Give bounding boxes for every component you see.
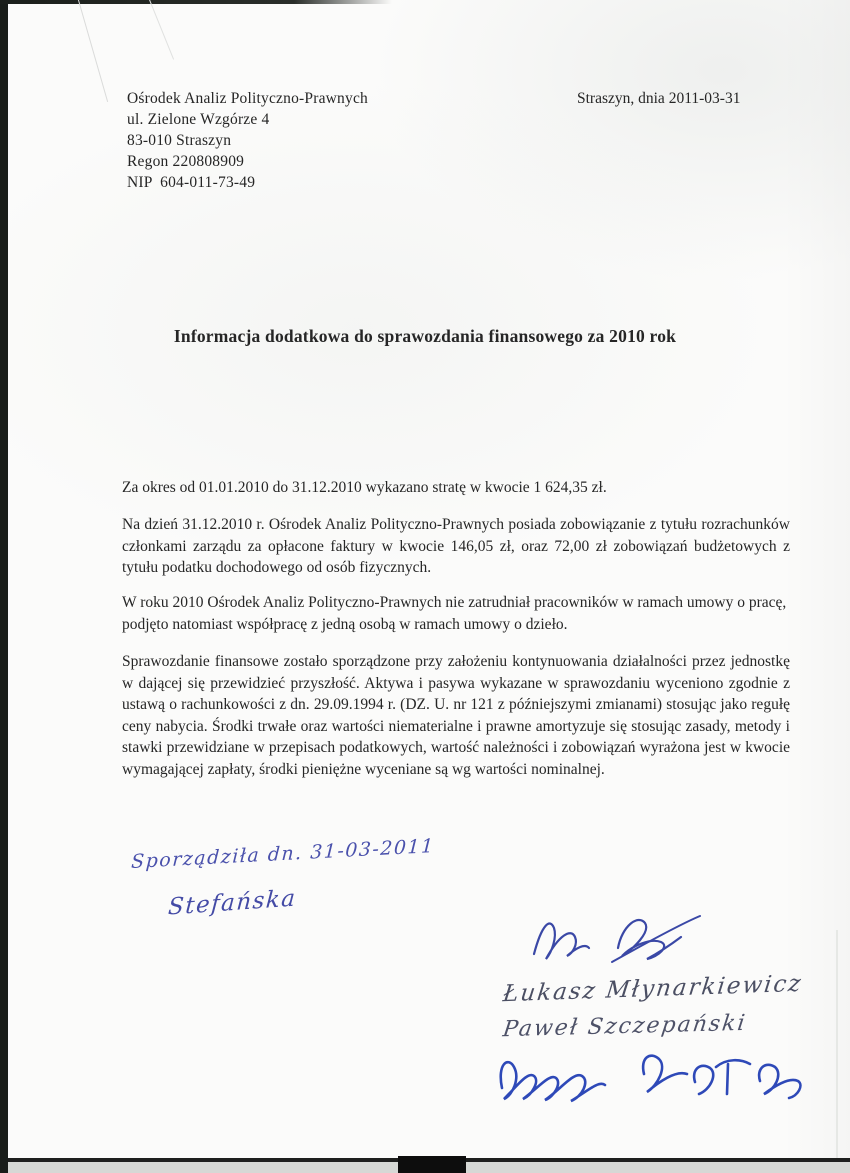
paragraph-employment: W roku 2010 Ośrodek Analiz Polityczno-Prawnych nie zatrudniał pracowników w ramach umowy o pracę, podjęto natomiast współpracę z jedną osobą w ramach umowy o dzieło. <box>122 594 787 633</box>
signature-3: Paweł Szczepański <box>501 1010 749 1043</box>
paper-crease <box>147 0 174 60</box>
scan-edge-top <box>0 0 392 4</box>
sender-address-block <box>127 88 368 193</box>
handwritten-note-name: Stefańska <box>167 885 298 921</box>
paper-crease <box>836 930 838 1165</box>
handwritten-note-date: Sporządziła dn. 31-03-2011 <box>130 835 436 873</box>
scan-edge-bottom-blob <box>398 1156 466 1173</box>
signature-4-illegible <box>492 1036 807 1114</box>
signature-2: Łukasz Młynarkiewicz <box>501 970 805 1008</box>
scan-edge-left <box>0 0 8 1173</box>
paragraph-loss-statement: Za okres od 01.01.2010 do 31.12.2010 wykazano stratę w kwocie 1 624,35 zł. <box>122 479 607 496</box>
sender-name: Ośrodek Analiz Polityczno-Prawnych <box>127 90 368 107</box>
sender-city: 83-010 Straszyn <box>127 132 232 149</box>
paper-crease <box>77 0 108 102</box>
paragraph-liabilities: Na dzień 31.12.2010 r. Ośrodek Analiz Polityczno-Prawnych posiada zobowiązanie z tytułu rozrachunków członkami zarządu za opłacone faktury w kwocie 146,05 zł, oraz 72,00 zł zobowiązań budżetowych z tytułu podatku dochodowego od osób fizycznych. <box>122 516 790 577</box>
sender-nip: NIP 604-011-73-49 <box>127 174 256 191</box>
sender-street: ul. Zielone Wzgórze 4 <box>127 111 270 128</box>
signature-1-illegible <box>518 908 733 972</box>
sender-regon: Regon 220808909 <box>127 153 245 170</box>
paragraph-valuation-rules: Sprawozdanie finansowe zostało sporządzone przy założeniu kontynuowania działalności przez jednostkę w dającej się przewidzieć przyszłość. Aktywa i pasywa wykazane w sprawozdaniu wyceniono zgodnie z ustawą o rachunkowości z dn. 29.09.1994 r. (DZ. U. nr 121 z późniejszymi zmianami) stosując jako regułę ceny nabycia. Środki trwałe oraz wartości niematerialne i prawne amortyzuje się stosując zasady, metody i stawki przewidziane w przepisach podatkowych, wartość należności i zobowiązań wyrażona jest w kwocie wymagającej zapłaty, środki pieniężne wyceniane są wg wartości nominalnej. <box>122 653 790 778</box>
dateline: Straszyn, dnia 2011-03-31 <box>577 90 741 107</box>
document-title: Informacja dodatkowa do sprawozdania finansowego za 2010 rok <box>173 326 677 346</box>
